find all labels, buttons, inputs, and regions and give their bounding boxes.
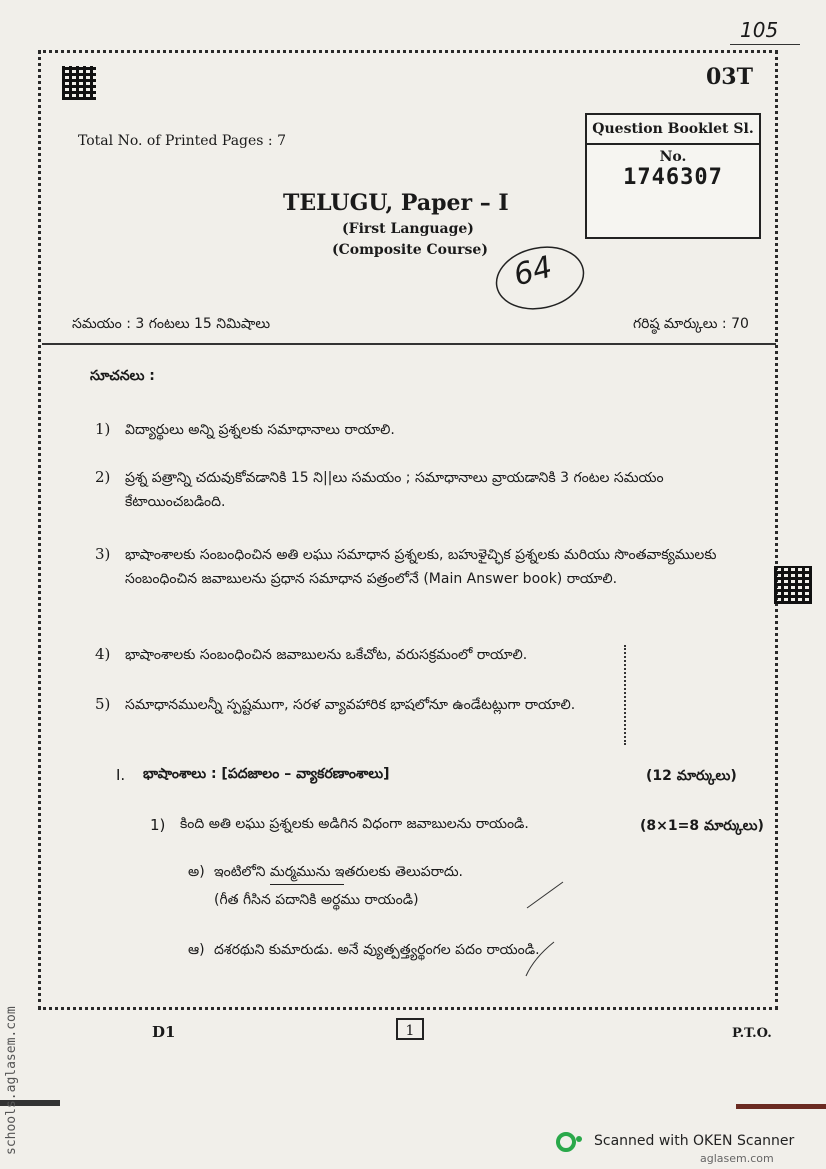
corner-handwritten-number: 105 (740, 18, 779, 42)
exam-time: సమయం : 3 గంటలు 15 నిమిషాలు (72, 316, 271, 332)
scanner-logo-dot (576, 1136, 582, 1142)
instruction-number: 5) (95, 695, 111, 713)
section-title: భాషాంశాలు : [పదజాలం – వ్యాకరణాంశాలు] (143, 766, 390, 782)
handwritten-score: 64 (510, 249, 557, 294)
sub-question-text: దశరథుని కుమారుడు. అనే వ్యుత్పత్త్యర్థంగల పదం రాయండి. (214, 942, 540, 958)
section-marks: (12 మార్కులు) (646, 768, 737, 784)
instruction-text: ప్రశ్న పత్రాన్ని చదువుకోవడానికి 15 ని||లు సమయం ; సమాధానాలు వ్రాయడానికి 3 గంటల సమయం కేటాయించబడింది. (125, 470, 664, 510)
printed-pages: Total No. of Printed Pages : 7 (78, 133, 286, 149)
handwritten-underline (270, 884, 344, 885)
side-watermark: schools.aglasem.com (4, 1006, 19, 1155)
max-marks: గరిష్ఠ మార్కులు : 70 (633, 316, 749, 332)
footer-code: D1 (152, 1023, 176, 1041)
vertical-code-marks (624, 645, 632, 745)
instruction-number: 4) (95, 645, 111, 663)
booklet-number: 1746307 (623, 165, 723, 190)
scanner-label: Scanned with OKEN Scanner (594, 1133, 795, 1149)
barcode-icon (62, 66, 96, 100)
instruction-text: భాషాంశాలకు సంబంధించిన అతి లఘు సమాధాన ప్రశ్నలకు, బహుళైచ్ఛిక ప్రశ్నలకు మరియు సొంతవాక్యములకు సంబంధించిన జవాబులను ప్రధాన సమాధాన పత్రంలోనే (Main Answer book) రాయాలి. (125, 547, 717, 587)
instruction-text: సమాధానములన్నీ స్పష్టముగా, సరళ వ్యావహారిక భాషలోనూ ఉండేటట్లుగా రాయాలి. (125, 697, 576, 713)
section-number: I. (116, 766, 126, 784)
qr-code-icon (774, 566, 812, 604)
question-text: కింది అతి లఘు ప్రశ్నలకు అడిగిన విధంగా జవాబులను రాయండి. (180, 816, 529, 832)
paper-code: 03T (706, 64, 753, 90)
paper-title: TELUGU, Paper – I (283, 190, 509, 216)
pto-label: P.T.O. (732, 1026, 772, 1041)
site-watermark: aglasem.com (700, 1152, 774, 1165)
instruction-number: 2) (95, 468, 111, 486)
page-number: 1 (396, 1018, 424, 1040)
corner-underline (730, 44, 800, 45)
instructions-heading: సూచనలు : (90, 368, 155, 384)
instruction-text: విద్యార్థులు అన్ని ప్రశ్నలకు సమాధానాలు రాయాలి. (125, 422, 395, 438)
question-booklet-box (585, 113, 761, 239)
question-marks: (8×1=8 మార్కులు) (640, 818, 764, 834)
instruction-number: 1) (95, 420, 111, 438)
sub-question-hint: (గీత గీసిన పదానికి అర్థము రాయండి) (214, 892, 419, 908)
sub-question-label: అ) (188, 864, 205, 880)
sub-question-text: ఇంటిలోని మర్మమును ఇతరులకు తెలుపరాదు. (214, 864, 464, 880)
instruction-text: భాషాంశాలకు సంబంధించిన జవాబులను ఒకేచోట, వరుసక్రమంలో రాయాలి. (125, 647, 528, 663)
scanner-logo-icon (556, 1132, 576, 1152)
paper-subtitle-course: (Composite Course) (332, 242, 488, 258)
question-number: 1) (150, 816, 166, 834)
paper-subtitle-language: (First Language) (342, 221, 474, 237)
scan-edge-bar (736, 1104, 826, 1109)
header-divider (42, 343, 776, 345)
pen-stroke-mark (525, 880, 565, 910)
booklet-label: Question Booklet Sl. No. (587, 115, 759, 145)
pen-stroke-mark (520, 938, 560, 978)
instruction-number: 3) (95, 545, 111, 563)
sub-question-label: ఆ) (188, 942, 205, 958)
